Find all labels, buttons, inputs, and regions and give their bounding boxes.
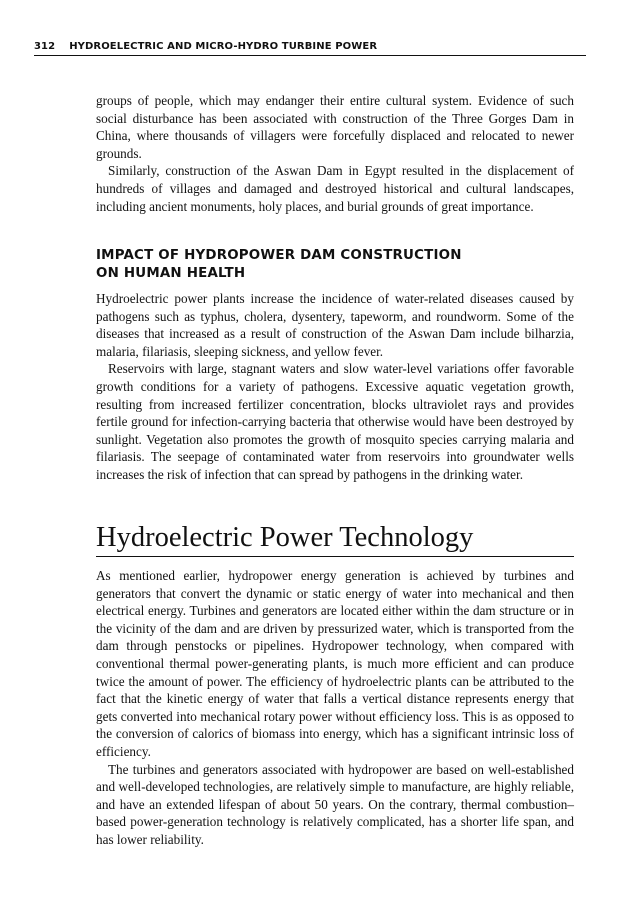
health-section-text — [96, 290, 574, 484]
intro-text — [96, 92, 574, 215]
technology-section-text — [96, 567, 574, 849]
section-heading: Hydroelectric Power Technology — [96, 520, 574, 557]
paragraph: Reservoirs with large, stagnant waters and slow water-level variations offer favorable growth conditions for a variety of pathogens. Excessive aquatic vegetation growth, resulting from increased fertilizer concentration, blocks ultraviolet rays and provides fertile ground for infection-carrying bacteria that otherwise would have been destroyed by sunlight. Vegetation also promotes the growth of mosquito species carrying malaria and filariasis. The seepage of contaminated water from reservoirs into groundwater wells increases the risk of infection that can spread by pathogens in the drinking water. — [96, 361, 574, 482]
paragraph: Similarly, construction of the Aswan Dam in Egypt resulted in the displacement of hundreds of villages and damaged and destroyed historical and cultural landscapes, including ancient monuments, holy places, and burial grounds of great importance. — [96, 163, 574, 214]
page-number: 312 — [34, 41, 56, 52]
paragraph: Hydroelectric power plants increase the incidence of water-related diseases caused by pathogens such as typhus, cholera, dysentery, tapeworm, and roundworm. Some of the diseases that increased as a result of construction of the Aswan Dam include bilharzia, malaria, filariasis, sleeping sickness, and yellow fever. — [96, 291, 574, 359]
paragraph: As mentioned earlier, hydropower energy generation is achieved by turbines and generators that convert the dynamic or static energy of water into mechanical and then electrical energy. Turbines and generators are located either within the dam structure or in the vicinity of the dam and are driven by pressurized water, which is transported from the dam through penstocks or pipelines. Hydropower technology, when compared with conventional thermal power-generating plants, is much more efficient and can produce twice the amount of power. The efficiency of hydroelectric plants can be attributed to the fact that the kinetic energy of water that falls a vertical distance represents energy that gets converted into mechanical rotary power without efficiency loss. This is as opposed to the conversion of calorics of biomass into energy, which has a significant intrinsic loss of efficiency. — [96, 568, 574, 759]
heading-line: IMPACT OF HYDROPOWER DAM CONSTRUCTION — [96, 248, 462, 263]
running-head — [34, 41, 586, 56]
running-head-title: HYDROELECTRIC AND MICRO-HYDRO TURBINE POWER — [69, 41, 378, 52]
heading-line: ON HUMAN HEALTH — [96, 266, 246, 281]
paragraph: groups of people, which may endanger their entire cultural system. Evidence of such social disturbance has been associated with construction of the Three Gorges Dam in China, where thousands of villagers were forcefully displaced and relocated to newer grounds. — [96, 93, 574, 161]
health-section-heading — [96, 247, 574, 283]
paragraph: The turbines and generators associated with hydropower are based on well-established and well-developed technologies, are relatively simple to manufacture, are highly reliable, and have an extended lifespan of about 50 years. On the contrary, thermal combustion–based power-generation technology is relatively complicated, has a shorter life span, and has lower reliability. — [96, 761, 574, 847]
